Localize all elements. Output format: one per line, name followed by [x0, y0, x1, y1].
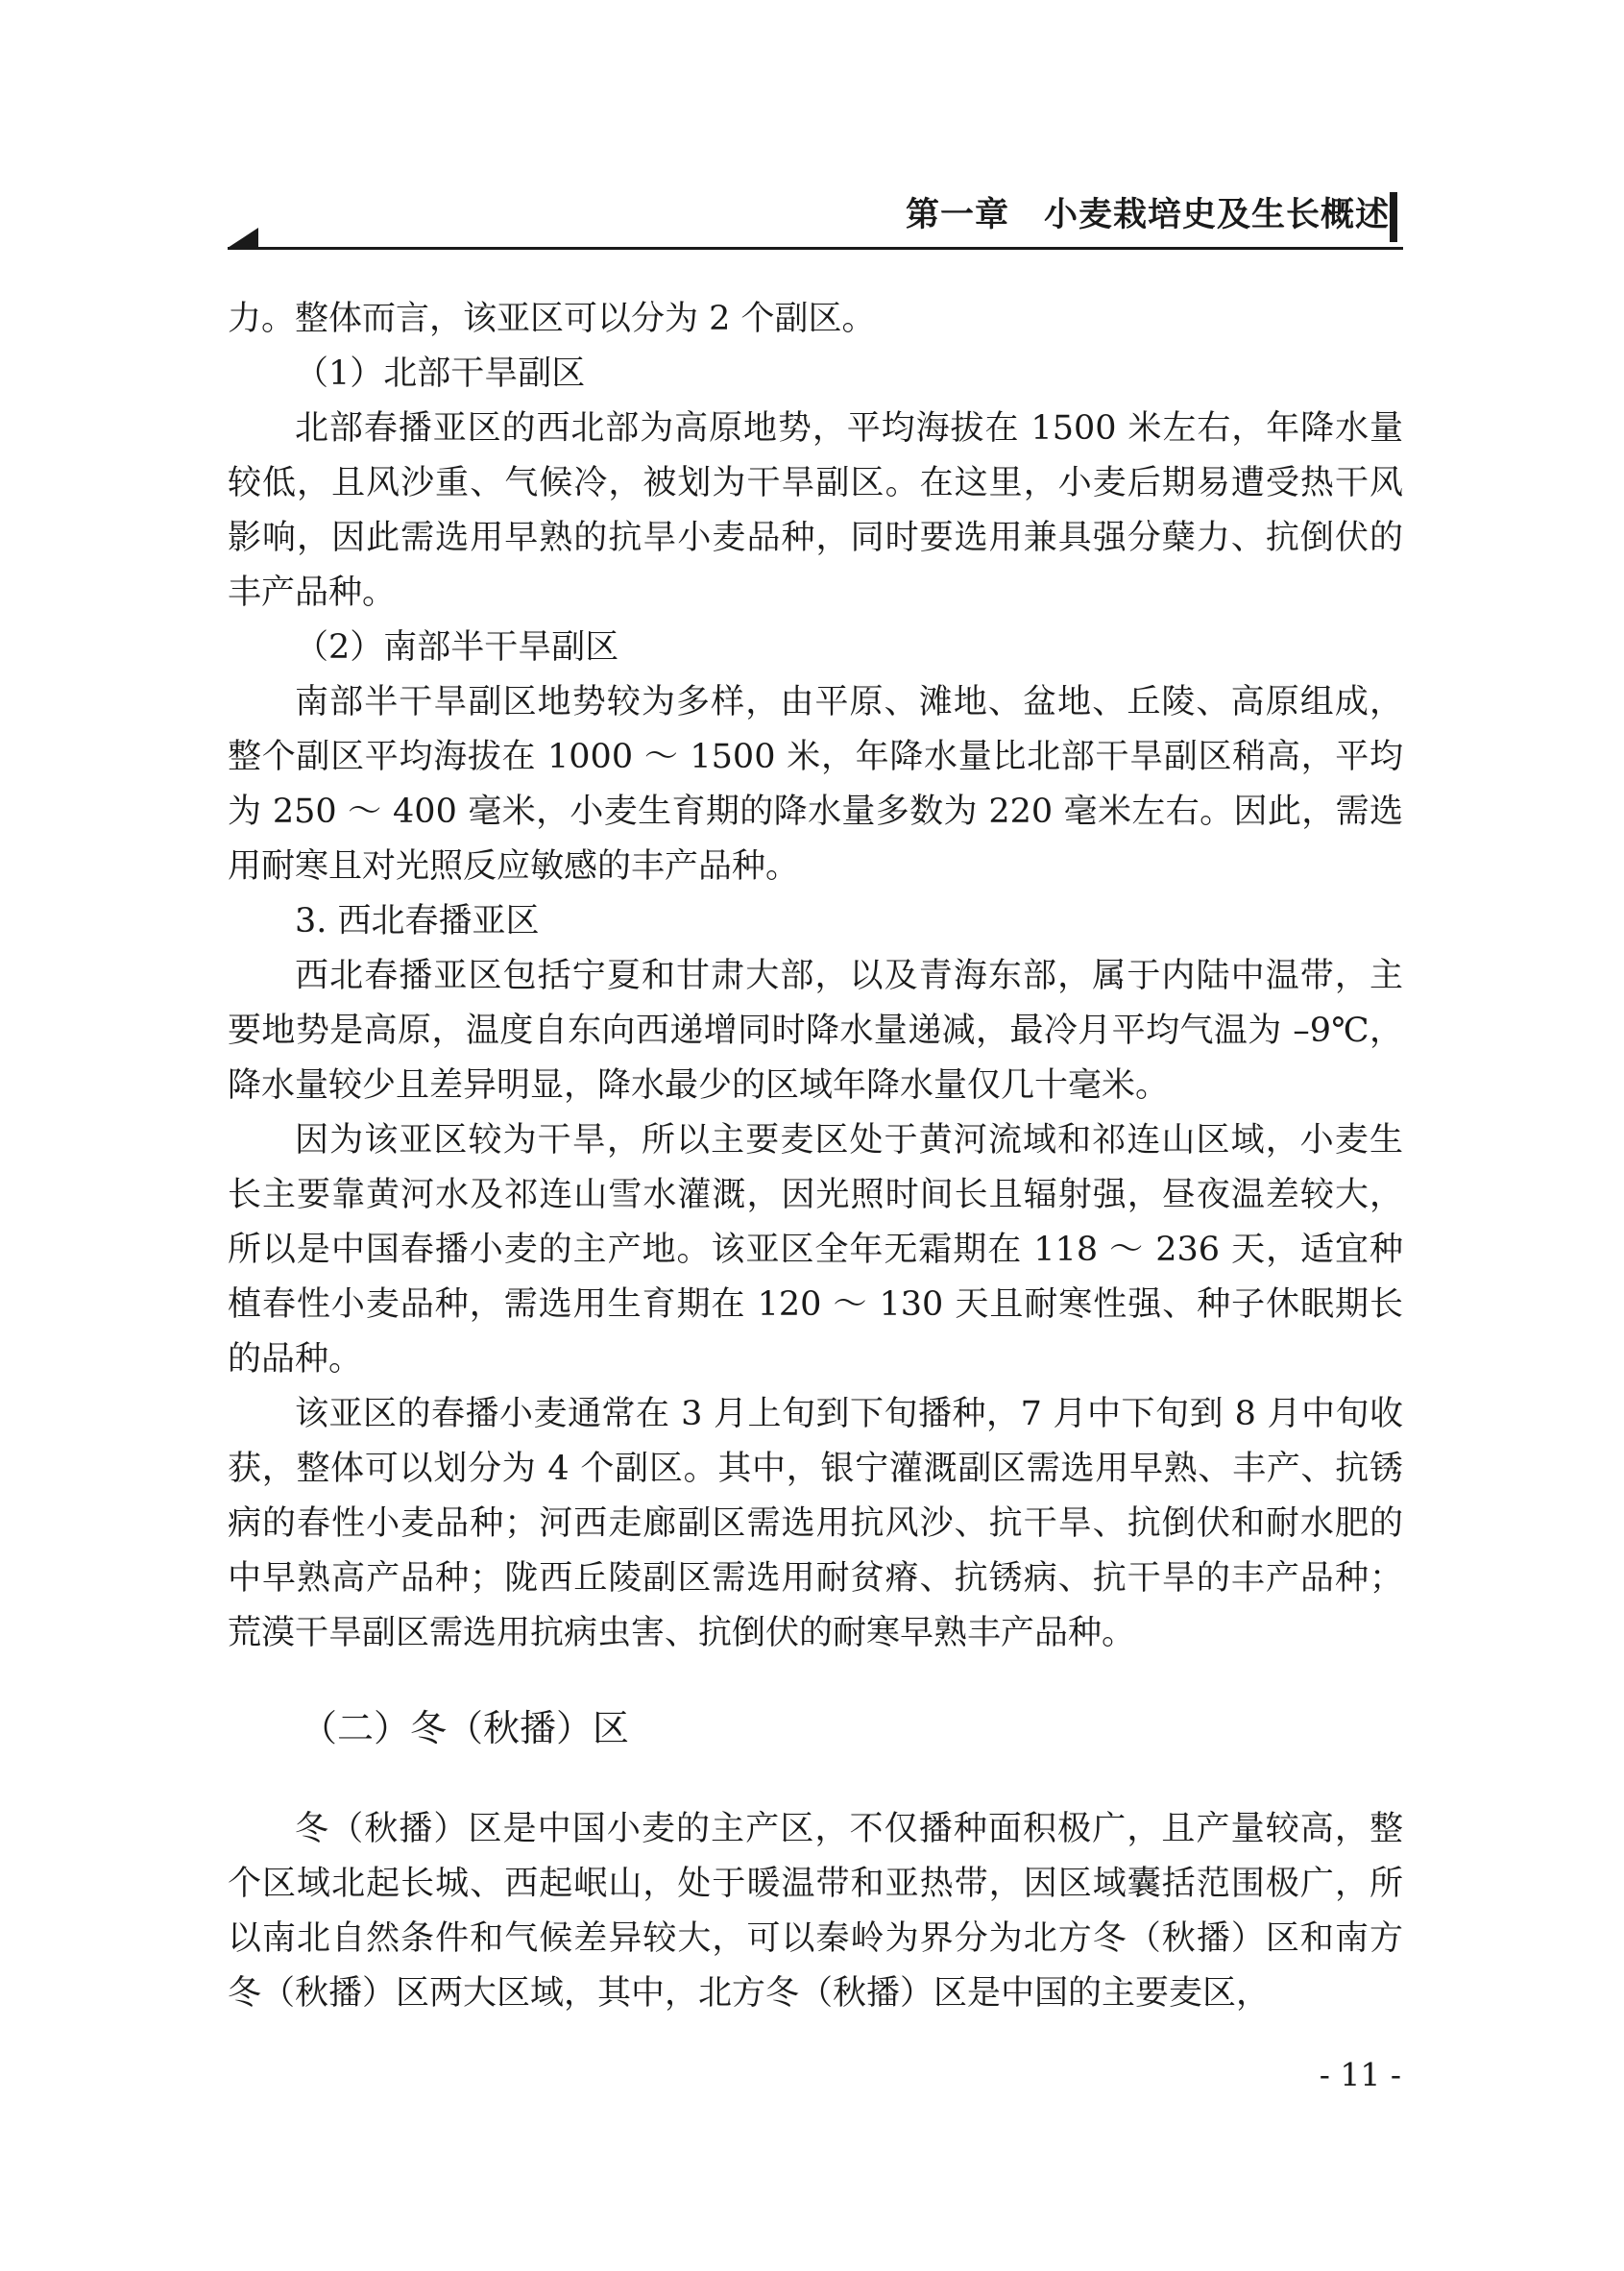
paragraph-7: 冬（秋播）区是中国小麦的主产区，不仅播种面积极广，且产量较高，整个区域北起长城、西起岷山，处于暖温带和亚热带，因区域囊括范围极广，所以南北自然条件和气候差异较大，可以秦岭为界分为北方冬（秋播）区和南方冬（秋播）区两大区域，其中，北方冬（秋播）区是中国的主要麦区， — [228, 1810, 1403, 2013]
header-rule — [228, 247, 1403, 250]
section-heading-winter-zone: （二）冬（秋播）区 — [301, 1707, 630, 1749]
subheading-south-semi-arid: （2）南部半干旱副区 — [295, 628, 619, 667]
paragraph-1: 力。整体而言，该亚区可以分为 2 个副区。 — [228, 300, 876, 338]
paragraph-3: 南部半干旱副区地势较为多样，由平原、滩地、盆地、丘陵、高原组成，整个副区平均海拔在 1000 ～ 1500 米，年降水量比北部干旱副区稍高，平均为 250 ～ 400 毫米，小麦生育期的降水量多数为 220 毫米左右。因此，需选用耐寒且对光照反应敏感的丰产品种。 — [228, 683, 1403, 886]
paragraph-6: 该亚区的春播小麦通常在 3 月上旬到下旬播种，7 月中下旬到 8 月中旬收获，整体可以划分为 4 个副区。其中，银宁灌溉副区需选用早熟、丰产、抗锈病的春性小麦品种；河西走廊副区需选用抗风沙、抗干旱、抗倒伏和耐水肥的中早熟高产品种；陇西丘陵副区需选用耐贫瘠、抗锈病、抗干旱的丰产品种；荒漠干旱副区需选用抗病虫害、抗倒伏的耐寒早熟丰产品种。 — [228, 1395, 1403, 1652]
header-vertical-bar — [1390, 192, 1397, 242]
header-triangle-ornament — [228, 228, 258, 248]
subheading-northwest-spring: 3. 西北春播亚区 — [295, 902, 540, 940]
chapter-header-title: 第一章 小麦栽培史及生长概述 — [905, 196, 1390, 234]
page-body — [228, 292, 1403, 2021]
paragraph-5: 因为该亚区较为干旱，所以主要麦区处于黄河流域和祁连山区域，小麦生长主要靠黄河水及祁连山雪水灌溉，因光照时间长且辐射强，昼夜温差较大，所以是中国春播小麦的主产地。该亚区全年无霜期在 118 ～ 236 天，适宜种植春性小麦品种，需选用生育期在 120 ～ 130 天且耐寒性强、种子休眠期长的品种。 — [228, 1121, 1403, 1379]
paragraph-4: 西北春播亚区包括宁夏和甘肃大部，以及青海东部，属于内陆中温带，主要地势是高原，温度自东向西递增同时降水量递减，最冷月平均气温为 –9℃，降水量较少且差异明显，降水最少的区域年降水量仅几十毫米。 — [228, 957, 1403, 1105]
page-number: - 11 - — [1319, 2056, 1401, 2093]
paragraph-2: 北部春播亚区的西北部为高原地势，平均海拔在 1500 米左右，年降水量较低，且风沙重、气候冷，被划为干旱副区。在这里，小麦后期易遭受热干风影响，因此需选用早熟的抗旱小麦品种，同时要选用兼具强分蘖力、抗倒伏的丰产品种。 — [228, 409, 1403, 612]
subheading-north-arid: （1）北部干旱副区 — [295, 354, 586, 393]
